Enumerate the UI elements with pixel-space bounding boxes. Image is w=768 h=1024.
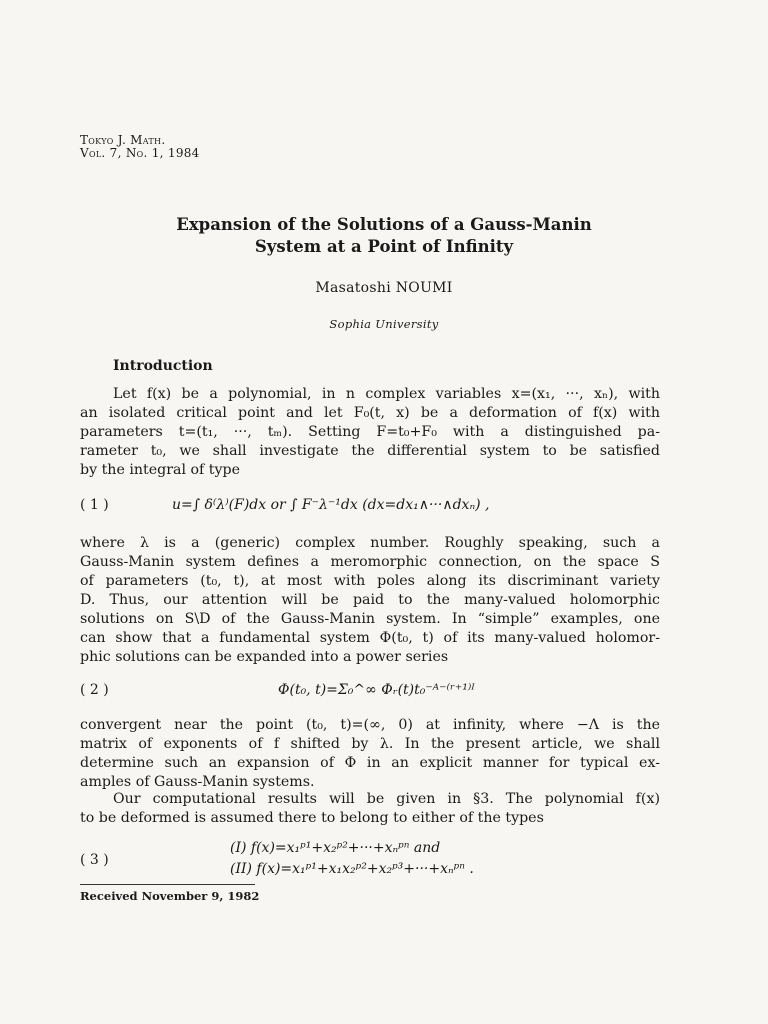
paragraph-1 [80,385,660,480]
text-line: convergent near the point (t₀, t)=(∞, 0) at infinity, where −Λ is the [80,717,660,733]
footnote-rule [80,884,255,885]
equation-body: u=∫ δ⁽λ⁾(F)dx or ∫ F⁻λ⁻¹dx (dx=dx₁∧···∧dxₙ) , [172,497,490,513]
paragraph-3 [80,716,660,792]
journal-name: Tokyo J. Math. [80,133,166,147]
text-line: solutions on S\D of the Gauss-Manin system. In “simple” examples, one [80,611,660,627]
journal-volume: Vol. 7, No. 1, 1984 [80,146,200,160]
text-line: phic solutions can be expanded into a power series [80,649,449,665]
text-line: matrix of exponents of f shifted by λ. In the present article, we shall [80,736,660,752]
text-line: an isolated critical point and let F₀(t, x) be a deformation of f(x) with [80,405,660,421]
text-line: where λ is a (generic) complex number. Roughly speaking, such a [80,535,660,551]
text-line: Gauss-Manin system defines a meromorphic connection, on the space S [80,554,660,570]
equation-number: ( 3 ) [80,852,109,868]
affiliation: Sophia University [329,317,439,331]
equation-body: Φ(t₀, t)=Σ₀^∞ Φᵣ(t)t₀⁻ᴬ⁻⁽ʳ⁺¹⁾ᴵ [278,682,475,698]
text-line: Our computational results will be given in §3. The polynomial f(x) [113,791,660,807]
equation-number: ( 1 ) [80,497,109,513]
text-line: Let f(x) be a polynomial, in n complex variables x=(x₁, ···, xₙ), with [113,386,660,402]
equation-number: ( 2 ) [80,682,109,698]
text-line: rameter t₀, we shall investigate the differential system to be satisfied [80,443,660,459]
text-line: can show that a fundamental system Φ(t₀, t) of its many-valued holomor- [80,630,660,646]
text-line: by the integral of type [80,462,240,478]
equation-line-1: (I) f(x)=x₁ᵖ¹+x₂ᵖ²+···+xₙᵖⁿ and [230,840,441,856]
paragraph-2 [80,534,660,667]
section-heading: Introduction [113,358,213,374]
paper-title [0,214,768,258]
title-line-1: Expansion of the Solutions of a Gauss-Manin [176,215,592,234]
text-line: amples of Gauss-Manin systems. [80,774,315,790]
paragraph-4 [80,790,660,828]
journal-header [80,134,200,160]
text-line: parameters t=(t₁, ···, tₘ). Setting F=t₀+F₀ with a distinguished pa- [80,424,660,440]
text-line: determine such an expansion of Φ in an explicit manner for typical ex- [80,755,660,771]
received-date: Received November 9, 1982 [80,889,260,903]
title-line-2: System at a Point of Infinity [254,237,514,256]
author: Masatoshi NOUMI [315,280,453,296]
text-line: of parameters (t₀, t), at most with poles along its discriminant variety [80,573,660,589]
equation-line-2: (II) f(x)=x₁ᵖ¹+x₁x₂ᵖ²+x₂ᵖ³+···+xₙᵖⁿ . [230,861,474,877]
text-line: D. Thus, our attention will be paid to the many-valued holomorphic [80,592,660,608]
text-line: to be deformed is assumed there to belong to either of the types [80,810,544,826]
equation-3 [80,840,660,880]
